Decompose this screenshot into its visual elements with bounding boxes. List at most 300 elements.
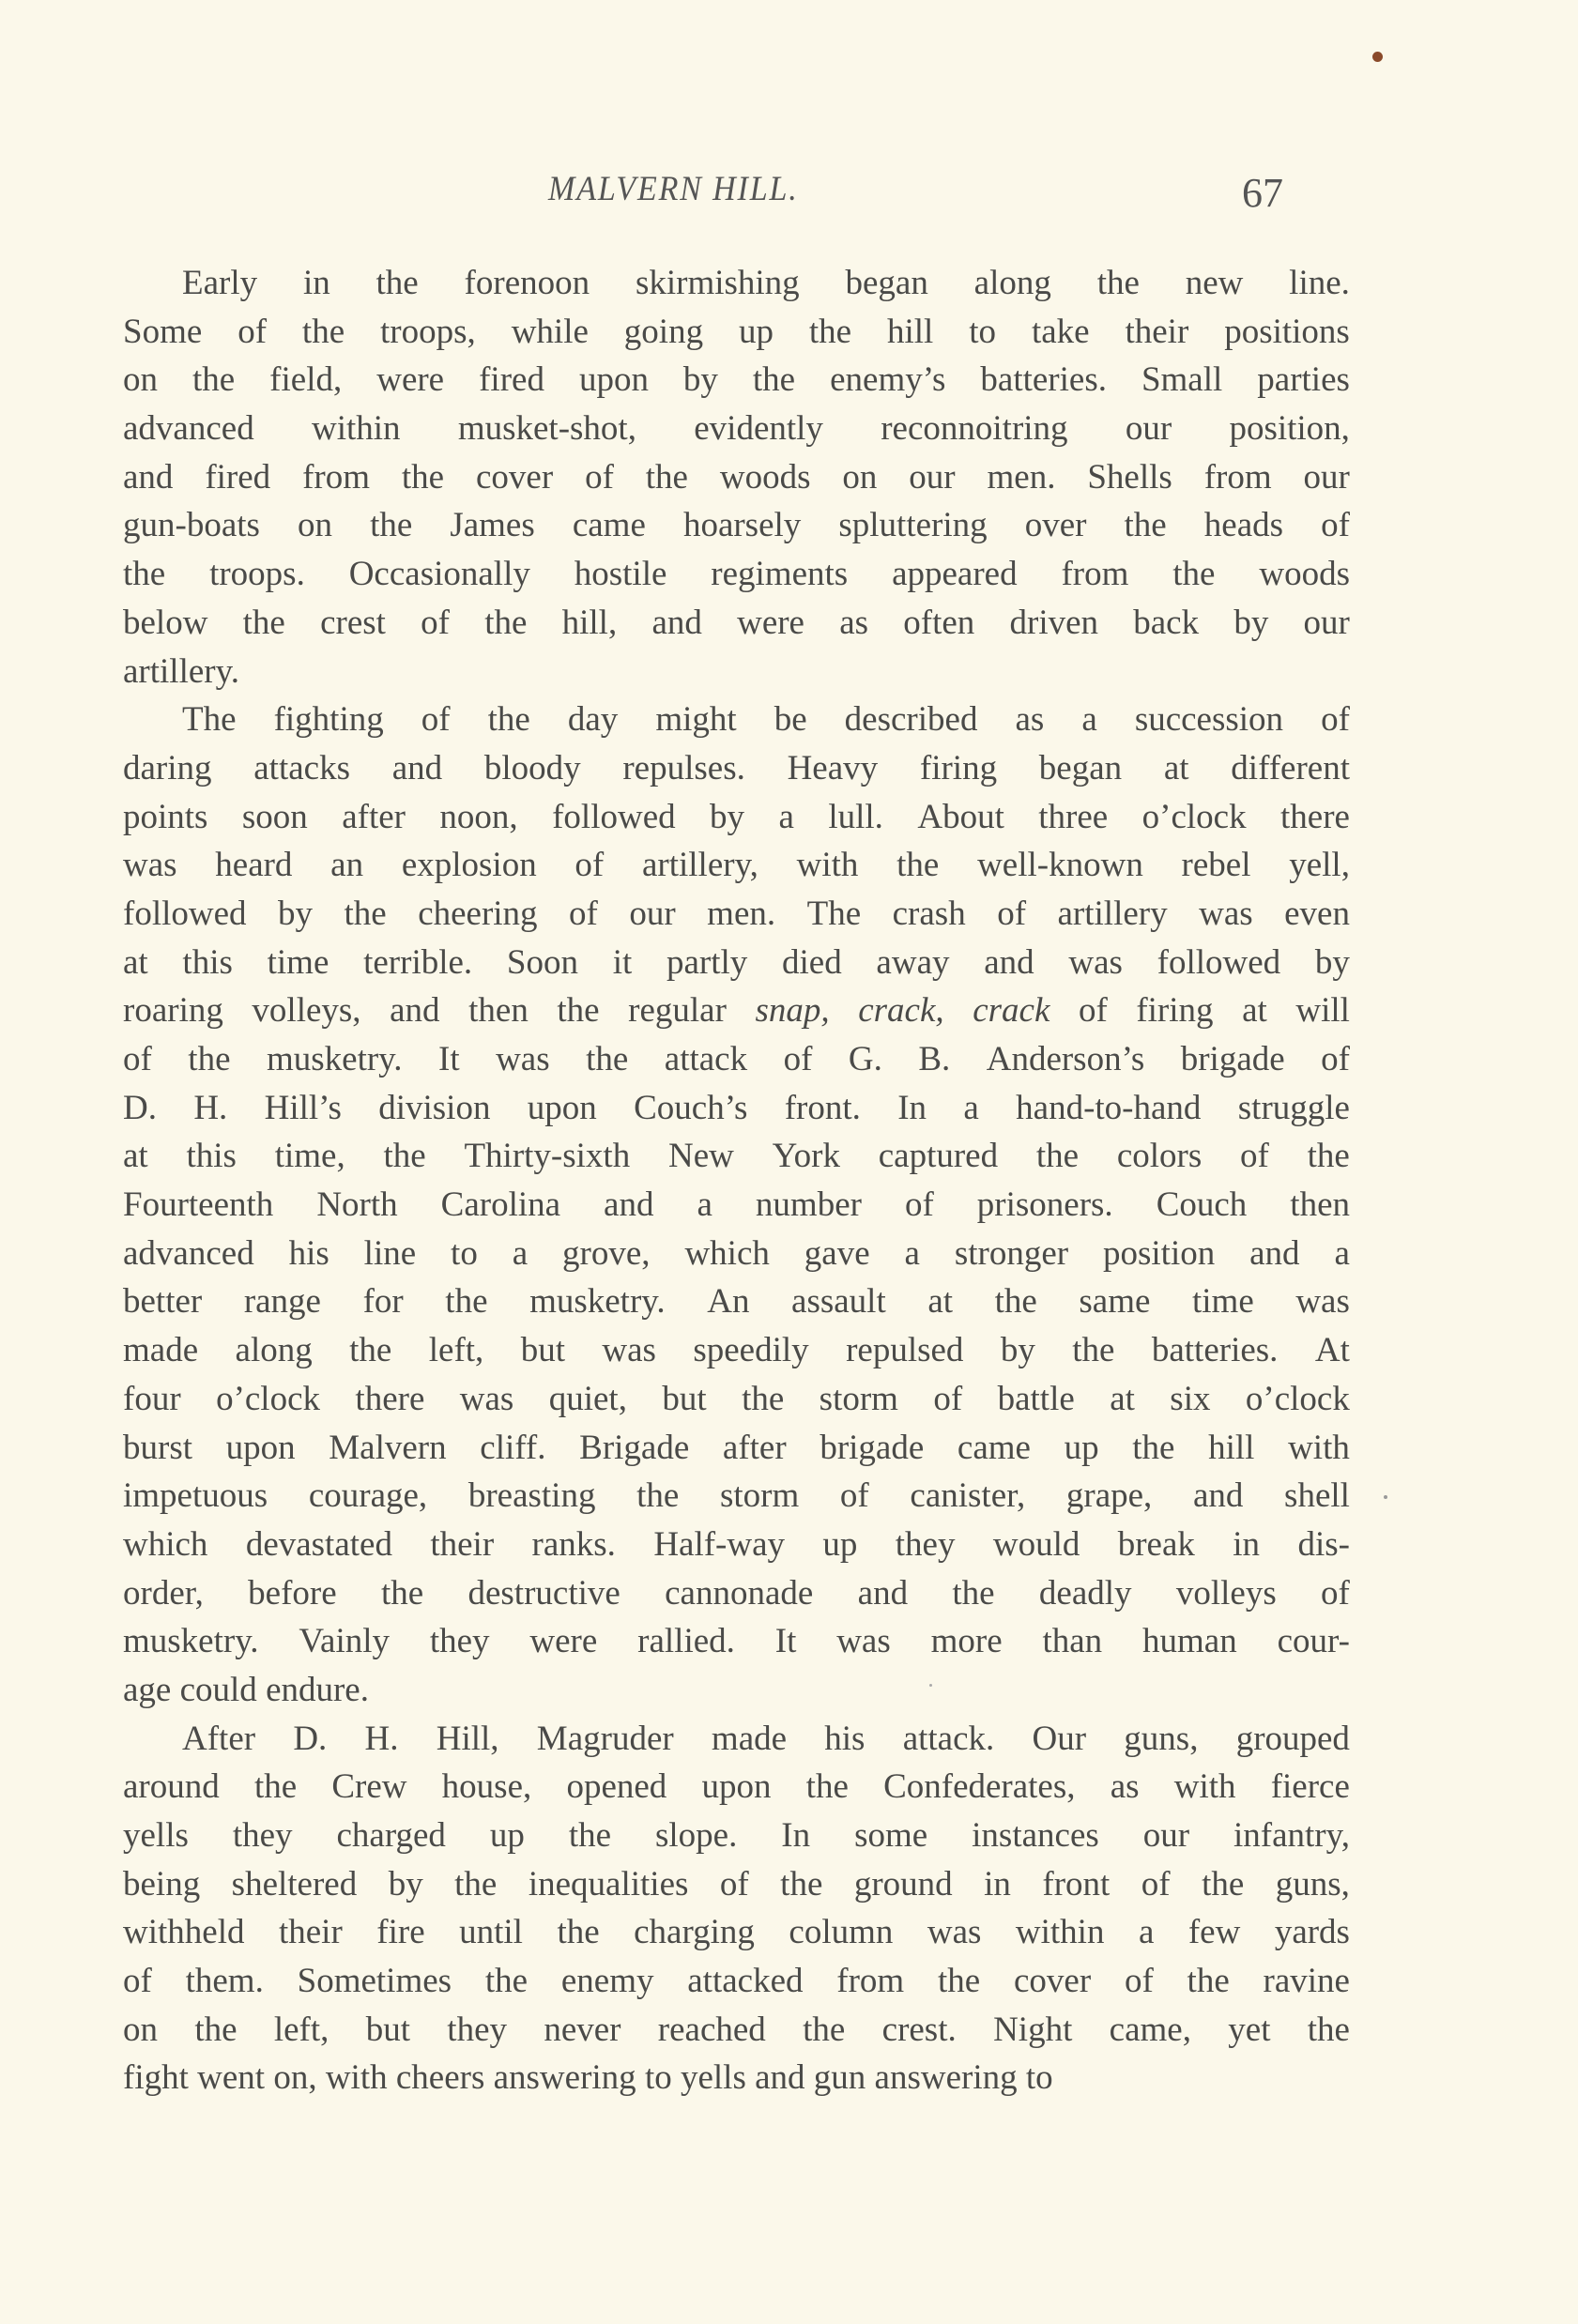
word: cover — [1013, 1962, 1092, 2001]
word: destructive — [467, 1573, 620, 1613]
word: by — [1000, 1331, 1035, 1370]
word: infantry, — [1233, 1816, 1350, 1855]
word: It — [774, 1622, 797, 1661]
word: ravine — [1263, 1962, 1350, 2001]
word: charged — [336, 1816, 446, 1855]
word: batteries. — [1151, 1331, 1279, 1370]
word: the — [557, 1913, 600, 1952]
word: front — [1042, 1864, 1111, 1904]
text-line — [123, 793, 1350, 842]
word: to — [969, 312, 997, 351]
word: attack — [664, 1040, 748, 1078]
word: was — [836, 1622, 891, 1661]
word: with — [1288, 1428, 1350, 1467]
word: left, — [428, 1331, 484, 1370]
chapter-title: MALVERN HILL. — [548, 170, 799, 208]
word: After — [182, 1719, 256, 1758]
word: our — [629, 894, 676, 933]
word: yell, — [1289, 846, 1350, 885]
word: Some — [123, 312, 203, 351]
word: artillery — [1057, 894, 1168, 933]
word: musketry. — [123, 1622, 259, 1661]
word: fired — [205, 457, 271, 497]
word: of — [719, 1864, 749, 1904]
word: the — [301, 312, 345, 351]
word: of — [421, 700, 451, 740]
word: James — [450, 506, 535, 545]
word: house, — [441, 1767, 532, 1807]
italic-word: snap, — [755, 991, 830, 1031]
word: noon, — [439, 797, 518, 836]
word: better — [123, 1282, 203, 1322]
word: to — [644, 2058, 672, 2098]
word: terrible. — [363, 942, 473, 982]
word: and — [123, 457, 174, 497]
word: well-known — [977, 846, 1143, 885]
word: described — [844, 700, 978, 740]
word: yells — [123, 1816, 189, 1855]
word: of — [933, 1379, 963, 1418]
word: began — [1038, 748, 1123, 787]
word: Vainly — [299, 1622, 391, 1661]
word: in — [1233, 1524, 1261, 1564]
word: Magruder — [536, 1719, 674, 1758]
text-line — [123, 1424, 1350, 1473]
text-line — [123, 1277, 1350, 1326]
word: B. — [918, 1040, 951, 1078]
word: their — [1125, 312, 1189, 351]
text-line — [123, 986, 1350, 1035]
text-line — [123, 648, 1350, 696]
word: the — [780, 1864, 823, 1904]
word: a — [697, 1185, 712, 1225]
word: the — [994, 1282, 1037, 1322]
word: of — [123, 1962, 152, 2001]
word: volleys — [1175, 1573, 1277, 1613]
text-line — [123, 1326, 1350, 1375]
word: the — [805, 1767, 849, 1807]
word: About — [917, 797, 1004, 836]
word: the — [192, 360, 236, 400]
word: our — [1303, 457, 1350, 497]
text-line — [123, 1908, 1350, 1957]
word: was — [496, 1040, 550, 1078]
word: gun — [813, 2058, 866, 2098]
word: an — [330, 846, 364, 885]
word: upon — [578, 360, 649, 400]
word: could — [179, 1670, 257, 1709]
word: day — [567, 700, 619, 740]
word: Occasionally — [348, 555, 530, 594]
word: It — [438, 1040, 460, 1078]
word: of — [585, 457, 614, 497]
text-line — [123, 744, 1350, 793]
word: rallied. — [637, 1622, 735, 1661]
word: as — [1015, 700, 1045, 740]
word: take — [1031, 312, 1090, 351]
word: of — [123, 1040, 152, 1078]
word: this — [182, 942, 233, 982]
word: advanced — [123, 1233, 254, 1273]
word: The — [182, 700, 237, 740]
word: explosion — [401, 846, 537, 885]
word: musketry. — [266, 1040, 403, 1078]
word: after — [342, 797, 406, 836]
word: human — [1142, 1622, 1237, 1661]
word: at — [1110, 1379, 1135, 1418]
word: the — [752, 360, 796, 400]
word: as — [839, 603, 869, 642]
word: they — [232, 1816, 293, 1855]
word: by — [1233, 603, 1269, 642]
word: Shells — [1087, 457, 1172, 497]
word: up — [1064, 1428, 1099, 1467]
word: front. — [784, 1088, 861, 1127]
word: and — [1249, 1233, 1300, 1273]
word: regular — [628, 991, 727, 1031]
word: troops, — [380, 312, 476, 351]
text-line — [123, 356, 1350, 405]
word: firing — [1136, 991, 1214, 1031]
word: our — [1303, 603, 1350, 642]
word: York — [772, 1137, 840, 1176]
word: the — [557, 991, 600, 1031]
word: brigade — [820, 1428, 925, 1467]
word: An — [707, 1282, 750, 1322]
text-line — [123, 1375, 1350, 1424]
word: the — [803, 2010, 846, 2049]
word: the — [484, 603, 528, 642]
word: before — [248, 1573, 337, 1613]
word: after — [722, 1428, 787, 1467]
word: at — [927, 1282, 954, 1322]
word: At — [1314, 1331, 1350, 1370]
word: of — [1240, 1137, 1269, 1176]
word: evidently — [694, 409, 823, 449]
text-line — [123, 308, 1350, 357]
text-line — [123, 841, 1350, 890]
word: heard — [215, 846, 293, 885]
word: would — [992, 1524, 1080, 1564]
word: storm — [819, 1379, 898, 1418]
word: the — [454, 1864, 498, 1904]
word: until — [459, 1913, 523, 1952]
word: from — [302, 457, 371, 497]
word: H. — [364, 1719, 399, 1758]
word: being — [123, 1864, 201, 1904]
word: gun-boats — [123, 506, 260, 545]
word: position, — [1229, 409, 1350, 449]
word: the — [370, 506, 413, 545]
word: and — [391, 748, 443, 787]
word: number — [755, 1185, 862, 1225]
word: of — [237, 312, 268, 351]
word: column — [789, 1913, 894, 1952]
text-line — [123, 1666, 1350, 1715]
word: skirmishing — [635, 264, 800, 302]
word: Sometimes — [297, 1962, 452, 2001]
word: age — [123, 1670, 172, 1709]
word: the — [1035, 1137, 1080, 1176]
word: from — [836, 1962, 905, 2001]
word: a — [778, 797, 794, 836]
word: order, — [123, 1573, 204, 1613]
word: cover — [476, 457, 554, 497]
word: men. — [707, 894, 776, 933]
word: which — [123, 1524, 208, 1564]
word: and — [984, 942, 1034, 982]
word: line. — [1289, 264, 1350, 302]
word: were — [737, 603, 804, 642]
word: a — [1081, 700, 1097, 740]
word: answering — [493, 2058, 636, 2098]
word: then — [1290, 1185, 1350, 1225]
word: the — [938, 1962, 981, 2001]
word: answering — [874, 2058, 1018, 2098]
word: repulses. — [622, 748, 745, 787]
word: lull. — [828, 797, 883, 836]
word: fired — [479, 360, 544, 400]
word: over — [1024, 506, 1087, 545]
word: field, — [269, 360, 343, 400]
word: came — [957, 1428, 1031, 1467]
word: but — [662, 1379, 707, 1418]
word: fire — [376, 1913, 425, 1952]
word: battle — [997, 1379, 1075, 1418]
word: the — [401, 457, 445, 497]
word: their — [278, 1913, 343, 1952]
text-line — [123, 939, 1350, 987]
word: canister, — [910, 1476, 1026, 1516]
text-line — [123, 1181, 1350, 1230]
word: yet — [1228, 2010, 1271, 2049]
word: of — [1141, 1864, 1171, 1904]
word: hostile — [574, 555, 667, 594]
word: by — [388, 1864, 423, 1904]
italic-word: crack — [973, 991, 1050, 1031]
word: colors — [1116, 1137, 1203, 1176]
word: daring — [123, 748, 212, 787]
word: enemy — [560, 1962, 654, 2001]
word: parties — [1257, 360, 1350, 400]
text-line — [123, 1132, 1350, 1181]
word: advanced — [123, 409, 254, 449]
text-line — [123, 1617, 1350, 1666]
word: of — [421, 603, 450, 642]
word: cour- — [1277, 1622, 1350, 1661]
word: it — [612, 942, 633, 982]
word: the — [586, 1040, 629, 1078]
word: New — [667, 1137, 734, 1176]
word: the — [487, 700, 530, 740]
word: at — [123, 1137, 148, 1176]
word: troops. — [209, 555, 305, 594]
word: o’clock — [1245, 1379, 1350, 1418]
word: grouped — [1235, 1719, 1350, 1758]
word: enemy’s — [830, 360, 946, 400]
word: dis- — [1297, 1524, 1350, 1564]
word: same — [1079, 1282, 1151, 1322]
word: withheld — [123, 1913, 245, 1952]
word: of — [1078, 991, 1108, 1031]
text-line — [123, 1569, 1350, 1618]
word: were — [376, 360, 445, 400]
text-line — [123, 550, 1350, 599]
word: a — [1334, 1233, 1350, 1273]
word: Couch — [1156, 1185, 1248, 1225]
word: by — [1314, 942, 1350, 982]
word: with — [796, 846, 859, 885]
word: Night — [993, 2010, 1073, 2049]
word: along — [973, 264, 1051, 302]
word: the — [188, 1040, 231, 1078]
word: deadly — [1038, 1573, 1132, 1613]
word: the — [1307, 2010, 1350, 2049]
word: Carolina — [440, 1185, 561, 1225]
word: with — [325, 2058, 388, 2098]
word: of — [1321, 1573, 1350, 1613]
word: Anderson’s — [986, 1040, 1145, 1078]
word: there — [1280, 797, 1350, 836]
word: our — [1125, 409, 1172, 449]
word: Hill, — [436, 1719, 499, 1758]
word: division — [378, 1088, 491, 1127]
text-line — [123, 1035, 1350, 1084]
word: four — [123, 1379, 181, 1418]
word: attack. — [902, 1719, 995, 1758]
text-line — [123, 1521, 1350, 1569]
word: be — [774, 700, 807, 740]
word: the — [375, 264, 419, 302]
word: endure. — [266, 1670, 369, 1709]
word: brigade — [1180, 1040, 1285, 1078]
word: will — [1295, 991, 1350, 1031]
word: they — [429, 1622, 490, 1661]
word: the — [742, 1379, 785, 1418]
word: his — [824, 1719, 866, 1758]
word: was — [459, 1379, 514, 1418]
word: on — [123, 360, 158, 400]
word: The — [806, 894, 862, 933]
word: storm — [719, 1476, 800, 1516]
word: G. — [848, 1040, 882, 1078]
word: the — [1187, 1962, 1230, 2001]
word: was — [1068, 942, 1123, 982]
word: going — [623, 312, 704, 351]
word: the — [568, 1816, 612, 1855]
word: courage, — [308, 1476, 428, 1516]
word: woods — [719, 457, 811, 497]
word: while — [511, 312, 589, 351]
word: men. — [987, 457, 1056, 497]
word: followed — [123, 894, 247, 933]
word: musket-shot, — [457, 409, 636, 449]
word: North — [316, 1185, 398, 1225]
word: by — [682, 360, 718, 400]
word: and — [390, 991, 440, 1031]
word: the — [1072, 1331, 1115, 1370]
word: from — [1203, 457, 1272, 497]
word: often — [903, 603, 975, 642]
word: for — [362, 1282, 404, 1322]
word: D. — [293, 1719, 328, 1758]
italic-word: crack, — [858, 991, 944, 1031]
word: time — [1191, 1282, 1254, 1322]
word: struggle — [1237, 1088, 1350, 1127]
word: a — [1138, 1913, 1155, 1952]
page-speck — [1384, 1495, 1387, 1499]
word: might — [655, 700, 737, 740]
word: came, — [1109, 2010, 1191, 2049]
word: even — [1284, 894, 1350, 933]
word: six — [1170, 1379, 1211, 1418]
text-line — [123, 405, 1350, 453]
word: they — [895, 1524, 956, 1564]
word: by — [278, 894, 314, 933]
word: made — [123, 1331, 199, 1370]
text-line — [123, 453, 1350, 502]
text-line — [123, 1812, 1350, 1860]
word: reconnoitring — [881, 409, 1068, 449]
word: of — [783, 1040, 813, 1078]
text-line — [123, 599, 1350, 648]
word: his — [288, 1233, 329, 1273]
word: went — [197, 2058, 266, 2098]
word: the — [123, 555, 166, 594]
word: heads — [1203, 506, 1284, 545]
word: Thirty-sixth — [464, 1137, 631, 1176]
word: to — [451, 1233, 478, 1273]
text-line — [123, 890, 1350, 939]
word: Fourteenth — [123, 1185, 274, 1225]
word: away — [876, 942, 950, 982]
word: the — [808, 312, 852, 351]
page-number: 67 — [1242, 170, 1283, 216]
word: of — [839, 1476, 869, 1516]
word: and — [755, 2058, 805, 2098]
word: the — [349, 1331, 392, 1370]
word: and — [857, 1573, 909, 1613]
word: was — [123, 846, 177, 885]
word: musketry. — [529, 1282, 666, 1322]
word: a — [512, 1233, 529, 1273]
word: burst — [123, 1428, 192, 1467]
word: of — [997, 894, 1027, 933]
word: was — [927, 1913, 982, 1952]
word: slope. — [654, 1816, 738, 1855]
word: ground — [853, 1864, 953, 1904]
paragraph — [123, 259, 1350, 696]
word: in — [302, 264, 330, 302]
word: they — [447, 2010, 507, 2049]
word: hill — [1208, 1428, 1255, 1467]
word: the — [952, 1573, 995, 1613]
word: impetuous — [123, 1476, 268, 1516]
word: made — [711, 1719, 788, 1758]
word: by — [710, 797, 745, 836]
word: o’clock — [216, 1379, 321, 1418]
word: sheltered — [231, 1864, 358, 1904]
word: of — [1321, 700, 1350, 740]
word: D. — [123, 1088, 157, 1127]
word: In — [897, 1088, 927, 1127]
word: upon — [225, 1428, 296, 1467]
word: followed — [1157, 942, 1281, 982]
word: the — [445, 1282, 488, 1322]
word: instances — [972, 1816, 1099, 1855]
text-line — [123, 2006, 1350, 2055]
word: the — [242, 603, 285, 642]
